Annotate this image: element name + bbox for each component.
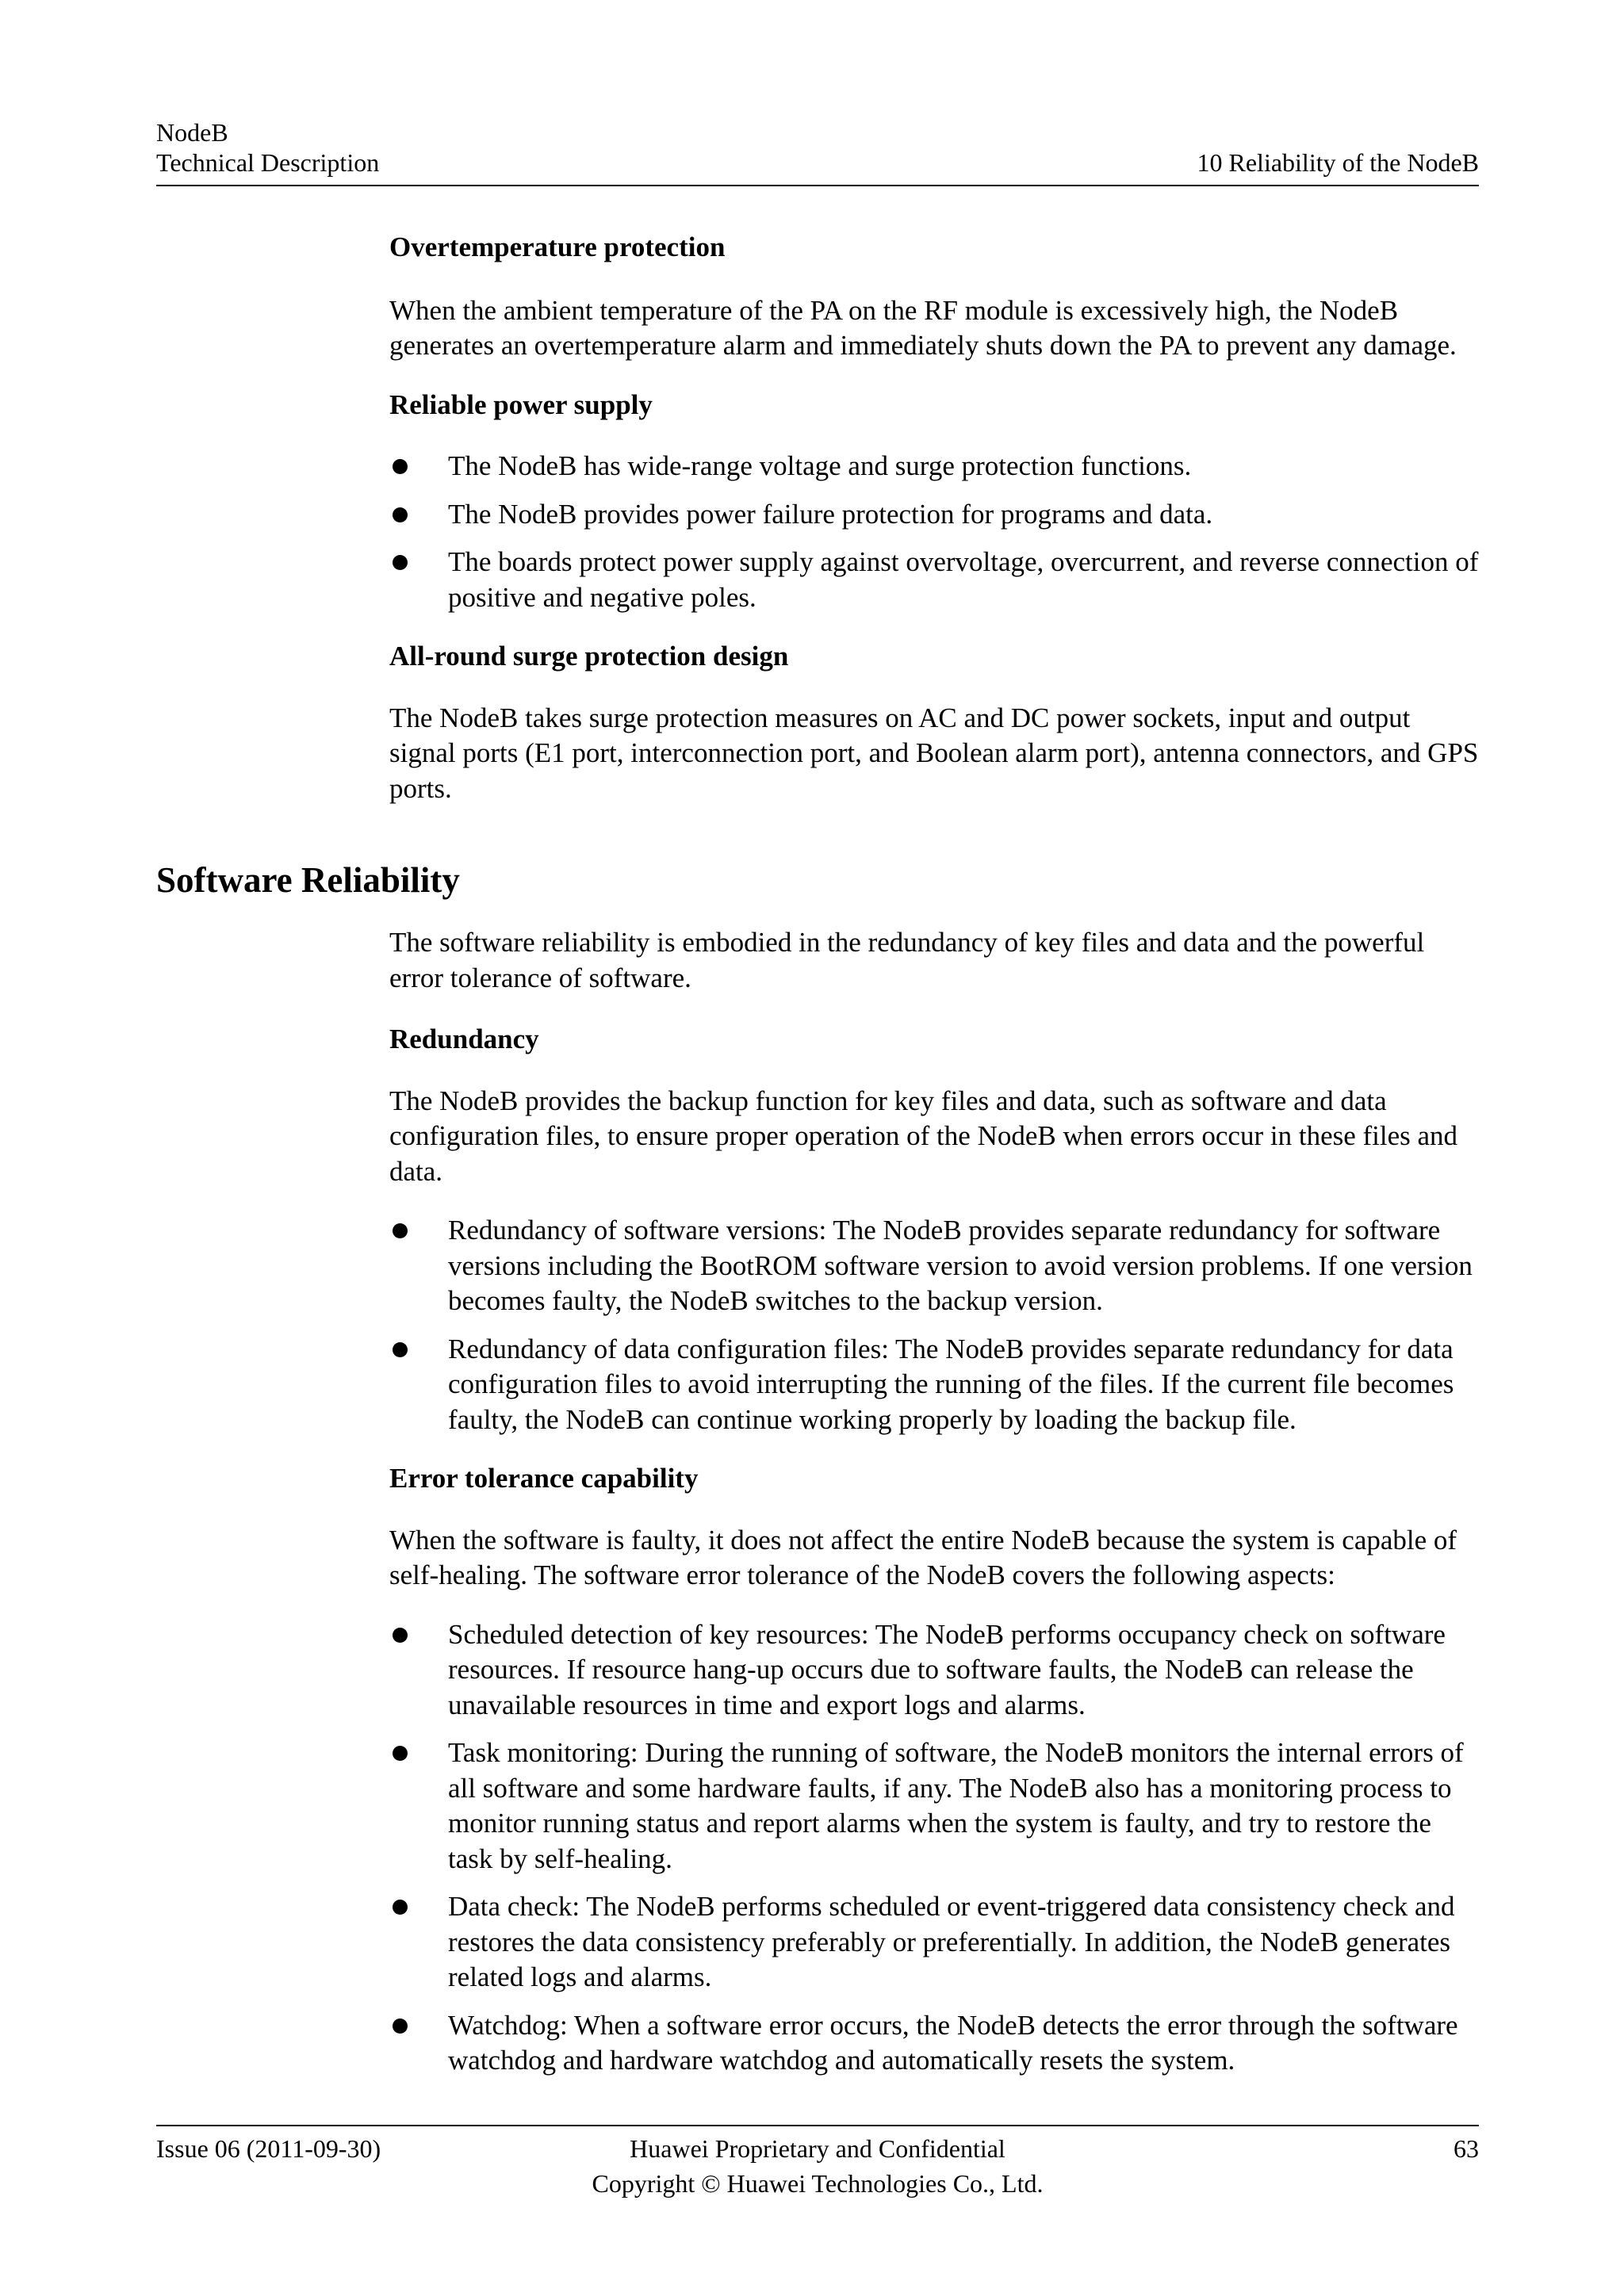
header-doc-type: Technical Description: [156, 148, 380, 178]
bullet-icon: [393, 1342, 408, 1357]
page-header: [156, 117, 1479, 178]
power-list: [389, 449, 1479, 615]
header-row: [156, 147, 1479, 178]
list-item-text: Scheduled detection of key resources: The NodeB performs occupancy check on software resources. If resource hang-up occurs due to software faults, the NodeB can release the unavailable resources in time and export logs and alarms.: [448, 1618, 1446, 1720]
header-rule: [156, 185, 1479, 186]
header-chapter: 10 Reliability of the NodeB: [1197, 148, 1479, 178]
footer-copyright: Copyright © Huawei Technologies Co., Ltd.: [592, 2169, 1044, 2198]
bullet-icon: [393, 507, 408, 522]
bullet-icon: [393, 555, 408, 570]
redundancy-list: [389, 1213, 1479, 1437]
bullet-icon: [393, 1746, 408, 1761]
list-item: [389, 545, 1479, 615]
tolerance-paragraph: When the software is faulty, it does not affect the entire NodeB because the system is capable of self-healing. The software error tolerance of the NodeB covers the following aspects:: [389, 1524, 1457, 1590]
software-section: [389, 925, 1479, 2079]
surge-heading: All-round surge protection design: [389, 641, 789, 672]
redundancy-heading: Redundancy: [389, 1024, 539, 1054]
bullet-icon: [393, 459, 408, 474]
bullet-icon: [393, 1900, 408, 1915]
list-item: [389, 1332, 1479, 1438]
header-product: NodeB: [156, 118, 228, 147]
bullet-icon: [393, 1223, 408, 1238]
redundancy-paragraph: The NodeB provides the backup function for key files and data, such as software and data configuration files, to ensure proper operation of the NodeB when errors occur in these files and data.: [389, 1085, 1458, 1187]
bullet-icon: [393, 1628, 408, 1643]
list-item: [389, 497, 1479, 533]
hardware-section: [389, 230, 1479, 806]
list-item-text: Redundancy of software versions: The NodeB provides separate redundancy for software versions including the BootROM software version to avoid version problems. If one version becomes faulty, the NodeB switches to the backup version.: [448, 1215, 1473, 1316]
list-item: [389, 1213, 1479, 1319]
section-title: Software Reliability: [156, 860, 460, 900]
list-item-text: Task monitoring: During the running of software, the NodeB monitors the internal errors of all software and some hardware faults, if any. The NodeB also has a monitoring process to monitor running status and report alarms when the system is faulty, and try to restore the task by self-healing.: [448, 1737, 1464, 1874]
list-item-text: Redundancy of data configuration files: The NodeB provides separate redundancy for data configuration files to avoid interrupting the running of the files. If the current file becomes faulty, the NodeB can continue working properly by loading the backup file.: [448, 1333, 1454, 1435]
list-item-text: Data check: The NodeB performs scheduled or event-triggered data consistency check and restores the data consistency preferably or preferentially. In addition, the NodeB generates related logs and alarms.: [448, 1891, 1455, 1992]
software-intro: The software reliability is embodied in the redundancy of key files and data and the powerful error tolerance of software.: [389, 927, 1425, 993]
tolerance-list: [389, 1617, 1479, 2079]
overtemp-paragraph: When the ambient temperature of the PA on the RF module is excessively high, the NodeB generates an overtemperature alarm and immediately shuts down the PA to prevent any damage.: [389, 294, 1457, 361]
footer-center: [156, 2131, 1479, 2201]
footer-rule: [156, 2125, 1479, 2126]
list-item-text: The boards protect power supply against overvoltage, overcurrent, and reverse connection of positive and negative poles.: [448, 546, 1479, 613]
footer-confidential: Huawei Proprietary and Confidential: [630, 2134, 1005, 2163]
power-heading: Reliable power supply: [389, 388, 653, 420]
surge-paragraph: The NodeB takes surge protection measures on AC and DC power sockets, input and output signal ports (E1 port, interconnection port, and Boolean alarm port), antenna connectors, and GPS ports.: [389, 702, 1479, 804]
tolerance-heading: Error tolerance capability: [389, 1463, 699, 1494]
list-item: [389, 1735, 1479, 1877]
page-number: 63: [1454, 2134, 1479, 2163]
list-item: [389, 449, 1479, 484]
list-item-text: The NodeB has wide-range voltage and surge protection functions.: [448, 450, 1192, 481]
footer-issue: Issue 06 (2011-09-30): [156, 2134, 381, 2163]
list-item: [389, 2008, 1479, 2079]
list-item: [389, 1617, 1479, 1724]
list-item: [389, 1889, 1479, 1996]
bullet-icon: [393, 2019, 408, 2034]
list-item-text: Watchdog: When a software error occurs, the NodeB detects the error through the software watchdog and hardware watchdog and automatically resets the system.: [448, 2009, 1458, 2076]
overtemp-heading: Overtemperature protection: [389, 232, 726, 262]
list-item-text: The NodeB provides power failure protection for programs and data.: [448, 498, 1213, 530]
